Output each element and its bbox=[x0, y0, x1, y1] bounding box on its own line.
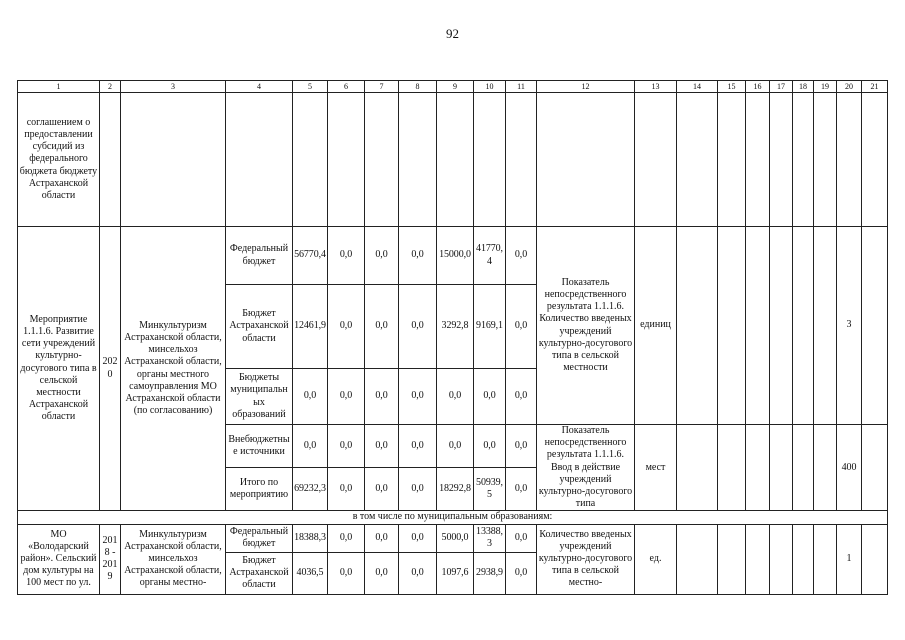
amount-cell: 0,0 bbox=[399, 468, 437, 511]
empty-cell bbox=[746, 425, 770, 511]
amount-cell: 0,0 bbox=[399, 227, 437, 285]
empty-cell bbox=[718, 425, 746, 511]
indicator-unit: единиц bbox=[635, 227, 677, 425]
empty-cell bbox=[770, 425, 793, 511]
empty-cell bbox=[537, 93, 635, 227]
empty-cell bbox=[226, 93, 293, 227]
column-number: 2 bbox=[100, 81, 121, 93]
column-number: 20 bbox=[837, 81, 862, 93]
column-number: 7 bbox=[365, 81, 399, 93]
amount-cell: 0,0 bbox=[506, 369, 537, 425]
empty-cell bbox=[506, 93, 537, 227]
municipal-value: 1 bbox=[837, 524, 862, 594]
amount-cell: 0,0 bbox=[399, 285, 437, 369]
funding-source: Бюджеты муниципальных образований bbox=[226, 369, 293, 425]
amount-cell: 12461,9 bbox=[293, 285, 328, 369]
amount-cell: 50939,5 bbox=[474, 468, 506, 511]
column-number: 15 bbox=[718, 81, 746, 93]
event-year: 2020 bbox=[100, 227, 121, 511]
municipal-header: в том числе по муниципальным образованиям: bbox=[18, 511, 888, 524]
amount-cell: 0,0 bbox=[365, 369, 399, 425]
empty-cell bbox=[100, 93, 121, 227]
empty-cell bbox=[437, 93, 474, 227]
empty-cell bbox=[862, 227, 888, 425]
amount-cell: 0,0 bbox=[328, 425, 365, 468]
empty-cell bbox=[399, 93, 437, 227]
empty-cell bbox=[293, 93, 328, 227]
empty-cell bbox=[793, 227, 814, 425]
empty-cell bbox=[770, 524, 793, 594]
empty-cell bbox=[365, 93, 399, 227]
amount-cell: 0,0 bbox=[399, 552, 437, 594]
amount-cell: 2938,9 bbox=[474, 552, 506, 594]
municipal-header-row bbox=[18, 511, 888, 524]
amount-cell: 0,0 bbox=[293, 369, 328, 425]
amount-cell: 0,0 bbox=[293, 425, 328, 468]
amount-cell: 0,0 bbox=[506, 552, 537, 594]
empty-cell bbox=[677, 227, 718, 425]
amount-cell: 0,0 bbox=[365, 227, 399, 285]
column-number: 3 bbox=[121, 81, 226, 93]
amount-cell: 13388,3 bbox=[474, 524, 506, 552]
column-number: 10 bbox=[474, 81, 506, 93]
empty-cell bbox=[718, 93, 746, 227]
column-number: 14 bbox=[677, 81, 718, 93]
indicator-value: 400 bbox=[837, 425, 862, 511]
empty-cell bbox=[718, 227, 746, 425]
amount-cell: 0,0 bbox=[399, 425, 437, 468]
column-number: 1 bbox=[18, 81, 100, 93]
page-number: 92 bbox=[446, 26, 459, 41]
amount-cell: 3292,8 bbox=[437, 285, 474, 369]
amount-cell: 0,0 bbox=[506, 468, 537, 511]
column-number: 6 bbox=[328, 81, 365, 93]
empty-cell bbox=[746, 524, 770, 594]
funding-source: Внебюджетные источники bbox=[226, 425, 293, 468]
column-number: 17 bbox=[770, 81, 793, 93]
amount-cell: 0,0 bbox=[437, 369, 474, 425]
municipal-unit: ед. bbox=[635, 524, 677, 594]
amount-cell: 9169,1 bbox=[474, 285, 506, 369]
amount-cell: 0,0 bbox=[328, 285, 365, 369]
funding-source: Федеральный бюджет bbox=[226, 227, 293, 285]
empty-cell bbox=[793, 93, 814, 227]
municipal-row-federal bbox=[18, 524, 888, 552]
indicator-quantity: Показатель непосредственного результата 1.1.1.6. Количество введеных учреждений культурно-досугового типа в сельской местности bbox=[537, 227, 635, 425]
column-number: 12 bbox=[537, 81, 635, 93]
empty-cell bbox=[862, 524, 888, 594]
column-number: 16 bbox=[746, 81, 770, 93]
empty-cell bbox=[814, 425, 837, 511]
funding-source: Федеральный бюджет bbox=[226, 524, 293, 552]
amount-cell: 56770,4 bbox=[293, 227, 328, 285]
funding-source: Бюджет Астраханской области bbox=[226, 285, 293, 369]
funding-source: Итого по мероприятию bbox=[226, 468, 293, 511]
amount-cell: 0,0 bbox=[365, 425, 399, 468]
amount-cell: 18388,3 bbox=[293, 524, 328, 552]
empty-cell bbox=[677, 93, 718, 227]
amount-cell: 0,0 bbox=[365, 285, 399, 369]
municipal-executor: Минкультуризм Астраханской области, минсельхоз Астраханской области, органы местно- bbox=[121, 524, 226, 594]
empty-cell bbox=[718, 524, 746, 594]
amount-cell: 0,0 bbox=[506, 425, 537, 468]
event-executor: Минкультуризм Астраханской области, минсельхоз Астраханской области, органы местного самоуправления МО Астраханской области (по согласованию) bbox=[121, 227, 226, 511]
amount-cell: 18292,8 bbox=[437, 468, 474, 511]
amount-cell: 0,0 bbox=[365, 552, 399, 594]
column-number: 19 bbox=[814, 81, 837, 93]
empty-cell bbox=[746, 93, 770, 227]
amount-cell: 0,0 bbox=[506, 227, 537, 285]
empty-cell bbox=[814, 524, 837, 594]
amount-cell: 69232,3 bbox=[293, 468, 328, 511]
amount-cell: 0,0 bbox=[474, 425, 506, 468]
column-number-row bbox=[18, 81, 888, 93]
empty-cell bbox=[793, 425, 814, 511]
empty-cell bbox=[837, 93, 862, 227]
column-number: 13 bbox=[635, 81, 677, 93]
amount-cell: 0,0 bbox=[328, 552, 365, 594]
amount-cell: 0,0 bbox=[437, 425, 474, 468]
amount-cell: 41770,4 bbox=[474, 227, 506, 285]
empty-cell bbox=[814, 227, 837, 425]
event-row-federal bbox=[18, 227, 888, 285]
empty-cell bbox=[121, 93, 226, 227]
empty-cell bbox=[328, 93, 365, 227]
amount-cell: 0,0 bbox=[506, 524, 537, 552]
empty-cell bbox=[677, 425, 718, 511]
column-number: 21 bbox=[862, 81, 888, 93]
empty-cell bbox=[677, 524, 718, 594]
column-number: 5 bbox=[293, 81, 328, 93]
amount-cell: 0,0 bbox=[365, 524, 399, 552]
amount-cell: 0,0 bbox=[328, 227, 365, 285]
amount-cell: 5000,0 bbox=[437, 524, 474, 552]
amount-cell: 0,0 bbox=[506, 285, 537, 369]
amount-cell: 1097,6 bbox=[437, 552, 474, 594]
column-number: 11 bbox=[506, 81, 537, 93]
empty-cell bbox=[793, 524, 814, 594]
empty-cell bbox=[770, 93, 793, 227]
municipal-indicator: Количество введеных учреждений культурно-досугового типа в сельской местно- bbox=[537, 524, 635, 594]
column-number: 9 bbox=[437, 81, 474, 93]
amount-cell: 0,0 bbox=[399, 524, 437, 552]
municipal-years: 2018 - 2019 bbox=[100, 524, 121, 594]
event-name: Мероприятие 1.1.1.6. Развитие сети учреждений культурно-досугового типа в сельской местности Астраханской области bbox=[18, 227, 100, 511]
column-number: 4 bbox=[226, 81, 293, 93]
amount-cell: 0,0 bbox=[328, 524, 365, 552]
amount-cell: 0,0 bbox=[399, 369, 437, 425]
amount-cell: 15000,0 bbox=[437, 227, 474, 285]
empty-cell bbox=[862, 425, 888, 511]
amount-cell: 0,0 bbox=[328, 468, 365, 511]
budget-table bbox=[17, 80, 888, 595]
amount-cell: 0,0 bbox=[328, 369, 365, 425]
indicator-unit: мест bbox=[635, 425, 677, 511]
carry-over-text: соглашением о предоставлении субсидий из федерального бюджета бюджету Астраханской области bbox=[18, 93, 100, 227]
amount-cell: 0,0 bbox=[474, 369, 506, 425]
indicator-capacity: Показатель непосредственного результата 1.1.1.6. Ввод в действие учреждений культурно-досугового типа bbox=[537, 425, 635, 511]
carry-over-row bbox=[18, 93, 888, 227]
funding-source: Бюджет Астраханской области bbox=[226, 552, 293, 594]
empty-cell bbox=[474, 93, 506, 227]
municipal-name: МО «Володарский район». Сельский дом культуры на 100 мест по ул. bbox=[18, 524, 100, 594]
column-number: 18 bbox=[793, 81, 814, 93]
empty-cell bbox=[862, 93, 888, 227]
amount-cell: 4036,5 bbox=[293, 552, 328, 594]
empty-cell bbox=[635, 93, 677, 227]
column-number: 8 bbox=[399, 81, 437, 93]
empty-cell bbox=[746, 227, 770, 425]
empty-cell bbox=[814, 93, 837, 227]
amount-cell: 0,0 bbox=[365, 468, 399, 511]
indicator-value: 3 bbox=[837, 227, 862, 425]
empty-cell bbox=[770, 227, 793, 425]
